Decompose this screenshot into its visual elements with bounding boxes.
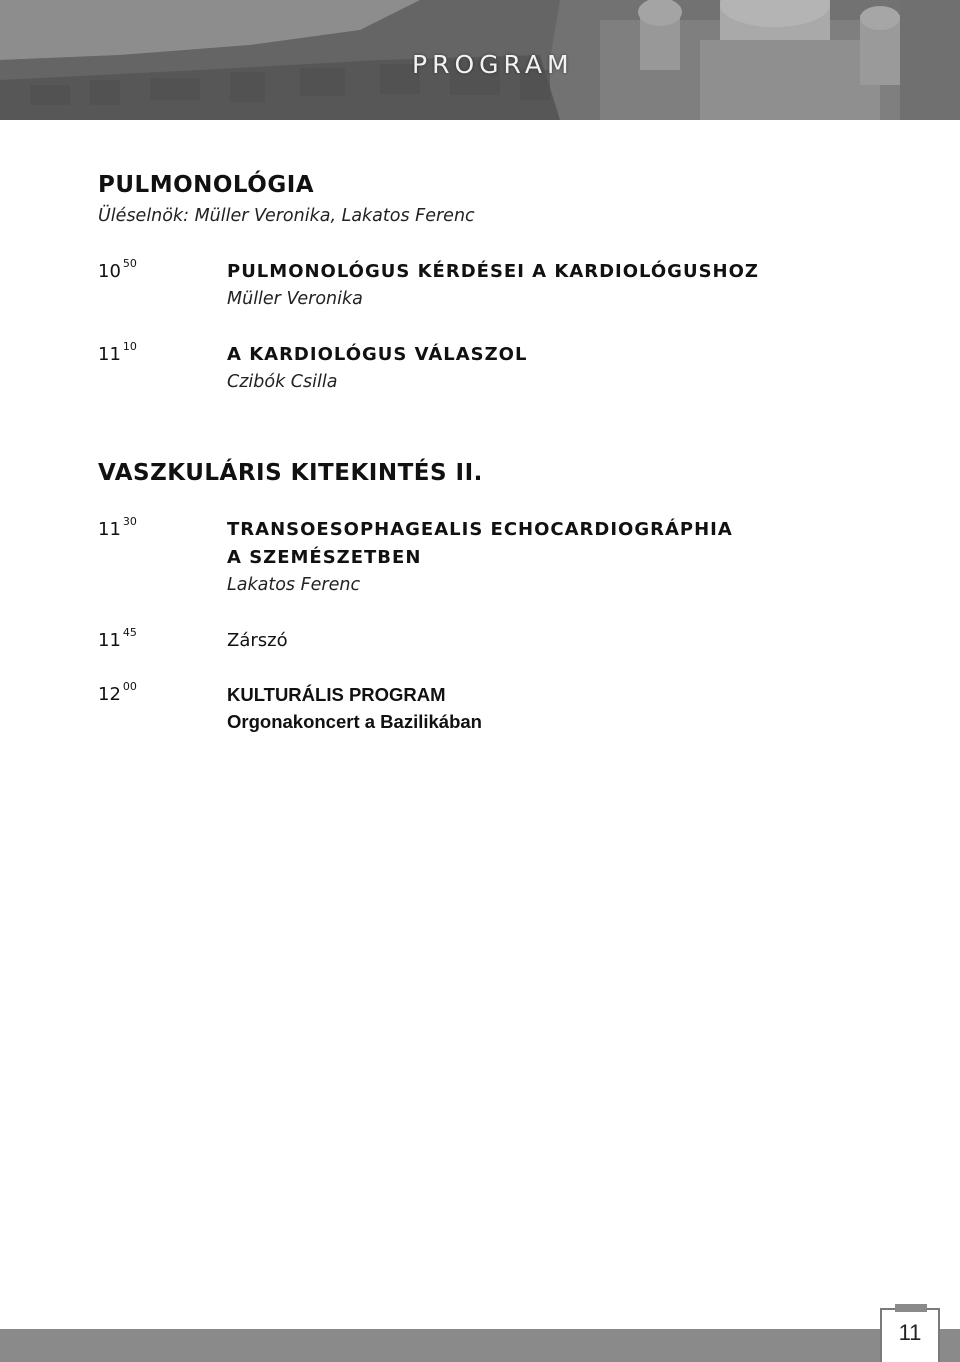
talk-title: A KARDIOLÓGUS VÁLASZOL	[227, 344, 528, 365]
talk-author: Müller Veronika	[227, 289, 363, 309]
talk-author: Lakatos Ferenc	[227, 575, 361, 595]
section-title-pulmonologia: PULMONOLÓGIA	[98, 172, 315, 198]
cultural-program-title: KULTURÁLIS PROGRAM	[227, 684, 446, 705]
time-slot	[98, 515, 137, 540]
header-title: PROGRAM	[412, 50, 574, 79]
talk-title: PULMONOLÓGUS KÉRDÉSEI A KARDIOLÓGUSHOZ	[227, 261, 759, 282]
time-hour: 10	[98, 261, 121, 282]
page-number-tab	[895, 1304, 927, 1312]
closing-remarks: Zárszó	[227, 630, 288, 651]
time-slot	[98, 626, 137, 651]
time-hour: 11	[98, 344, 121, 365]
talk-title-line1: TRANSOESOPHAGEALIS ECHOCARDIOGRÁPHIA	[227, 519, 733, 540]
time-minute: 10	[122, 340, 137, 353]
time-slot	[98, 680, 137, 705]
cultural-program-detail: Orgonakoncert a Bazilikában	[227, 711, 482, 732]
footer-bar	[0, 1329, 960, 1362]
header-banner	[0, 0, 960, 120]
time-minute: 30	[122, 515, 137, 528]
session-chairs: Üléselnök: Müller Veronika, Lakatos Ferenc	[98, 206, 475, 226]
page-number: 11	[898, 1320, 922, 1345]
time-minute: 00	[122, 680, 137, 693]
talk-title-line2: A SZEMÉSZETBEN	[227, 547, 422, 568]
time-slot	[98, 340, 137, 365]
talk-author: Czibók Csilla	[227, 372, 338, 392]
time-hour: 11	[98, 630, 121, 651]
time-slot	[98, 257, 137, 282]
time-hour: 12	[98, 684, 121, 705]
time-minute: 50	[122, 257, 137, 270]
time-minute: 45	[122, 626, 137, 639]
time-hour: 11	[98, 519, 121, 540]
section-title-vaszkularis: VASZKULÁRIS KITEKINTÉS II.	[98, 460, 483, 486]
